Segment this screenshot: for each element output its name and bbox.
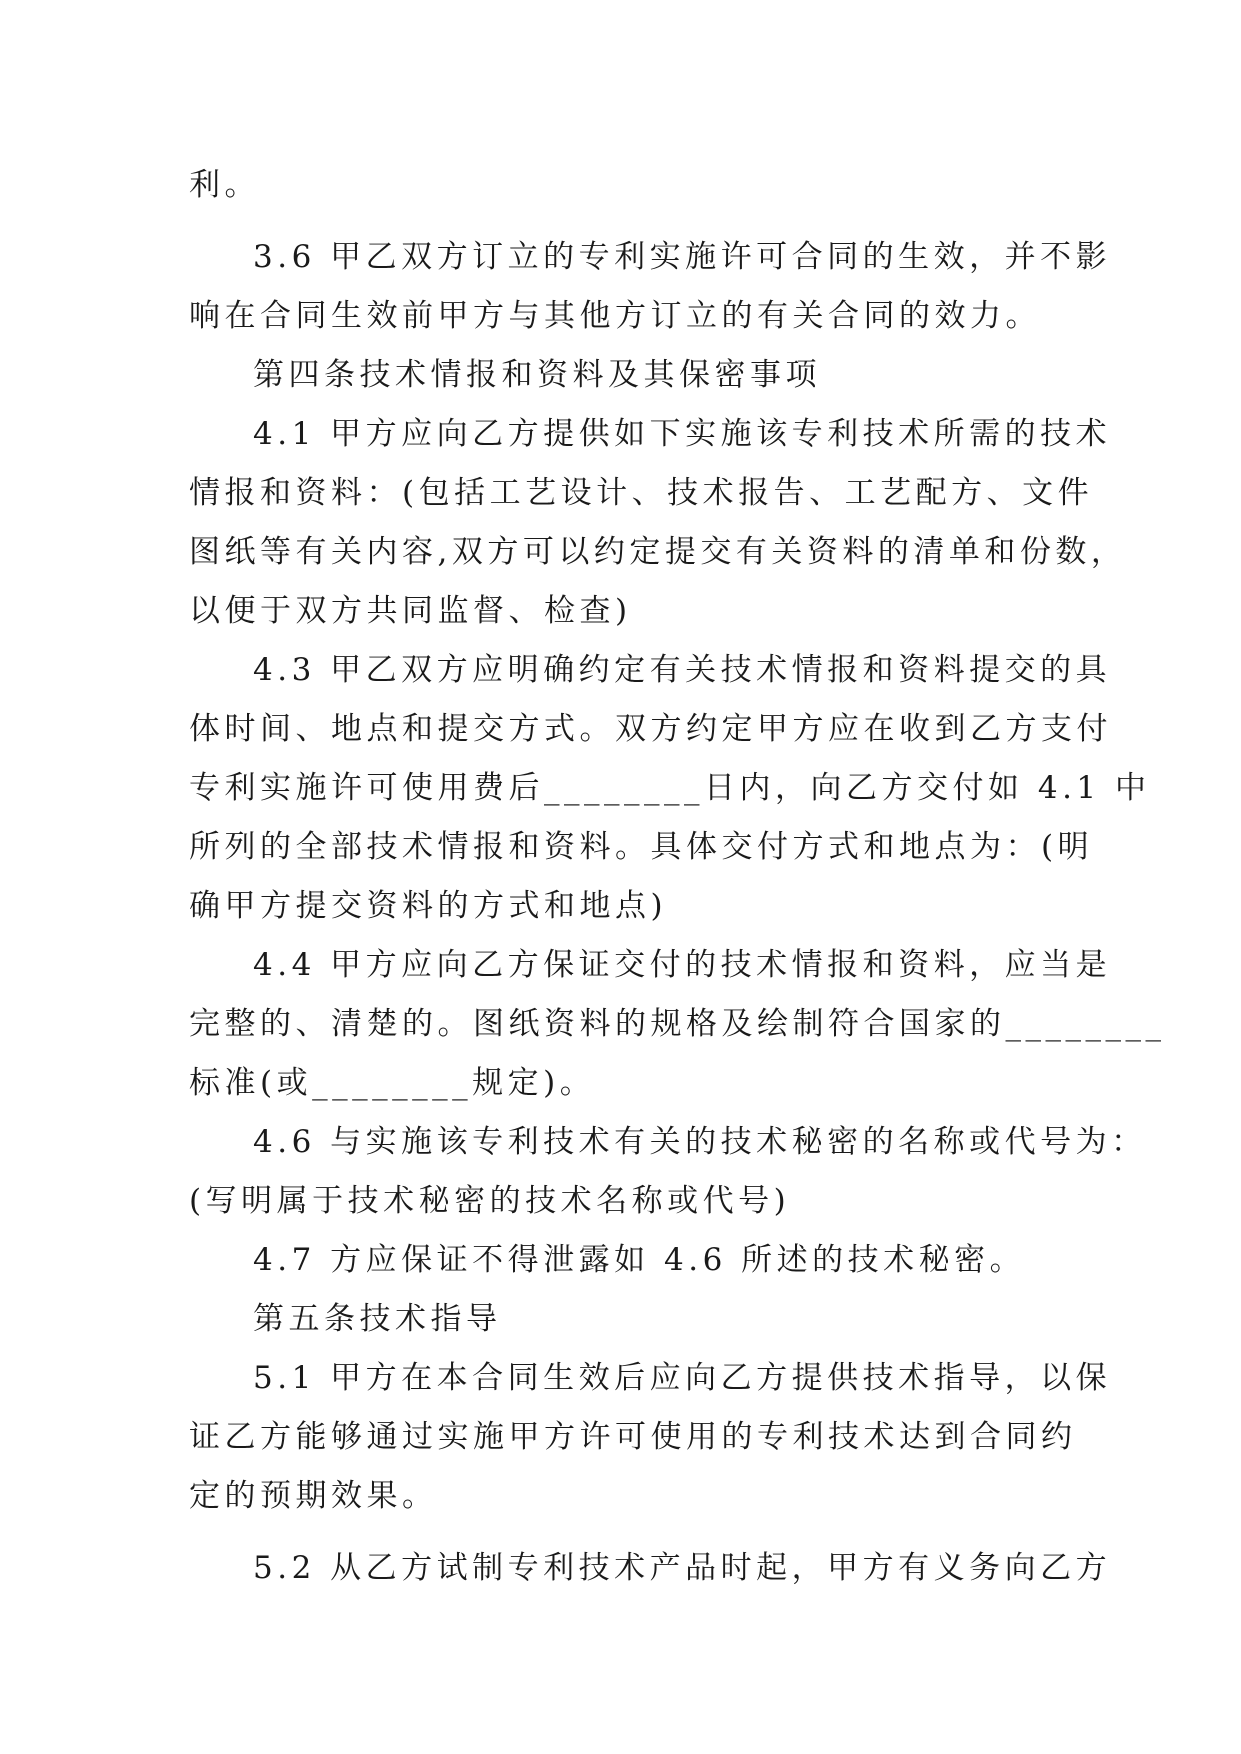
paragraph-gap — [189, 1526, 1047, 1539]
text-line: 确甲方提交资料的方式和地点) — [189, 888, 668, 924]
text-line: 4.7 方应保证不得泄露如 4.6 所述的技术秘密。 — [253, 1242, 1026, 1278]
text-line: 3.6 甲乙双方订立的专利实施许可合同的生效，并不影 — [253, 239, 1112, 275]
text-line: 证乙方能够通过实施甲方许可使用的专利技术达到合同约 — [189, 1419, 1077, 1455]
paragraph-gap — [189, 215, 1047, 228]
section-heading: 第五条技术指导 — [253, 1301, 502, 1337]
contract-text — [189, 156, 1166, 1598]
text-line: 4.4 甲方应向乙方保证交付的技术情报和资料，应当是 — [253, 947, 1112, 983]
text-line: 响在合同生效前甲方与其他方订立的有关合同的效力。 — [189, 298, 1041, 334]
text-line: 标准(或________规定)。 — [189, 1065, 596, 1101]
text-line: 以便于双方共同监督、检查) — [189, 593, 632, 629]
text-line: 专利实施许可使用费后________日内，向乙方交付如 4.1 中 — [189, 770, 1151, 806]
section-heading: 第四条技术情报和资料及其保密事项 — [253, 357, 821, 393]
text-line: 体时间、地点和提交方式。双方约定甲方应在收到乙方支付 — [189, 711, 1112, 747]
text-line: 定的预期效果。 — [189, 1478, 438, 1514]
text-line: 图纸等有关内容,双方可以约定提交有关资料的清单和份数， — [189, 534, 1127, 570]
text-line: 4.1 甲方应向乙方提供如下实施该专利技术所需的技术 — [253, 416, 1112, 452]
text-line: 4.6 与实施该专利技术有关的技术秘密的名称或代号为： — [253, 1124, 1147, 1160]
text-line: 所列的全部技术情报和资料。具体交付方式和地点为：(明 — [189, 829, 1094, 865]
text-line: 情报和资料：(包括工艺设计、技术报告、工艺配方、文件 — [189, 475, 1094, 511]
text-line: 完整的、清楚的。图纸资料的规格及绘制符合国家的________ — [189, 1006, 1166, 1042]
text-line: 利。 — [189, 167, 260, 203]
text-line: 5.2 从乙方试制专利技术产品时起，甲方有义务向乙方 — [253, 1550, 1112, 1586]
text-line: 4.3 甲乙双方应明确约定有关技术情报和资料提交的具 — [253, 652, 1112, 688]
text-line: (写明属于技术秘密的技术名称或代号) — [189, 1183, 791, 1219]
text-line: 5.1 甲方在本合同生效后应向乙方提供技术指导，以保 — [253, 1360, 1112, 1396]
